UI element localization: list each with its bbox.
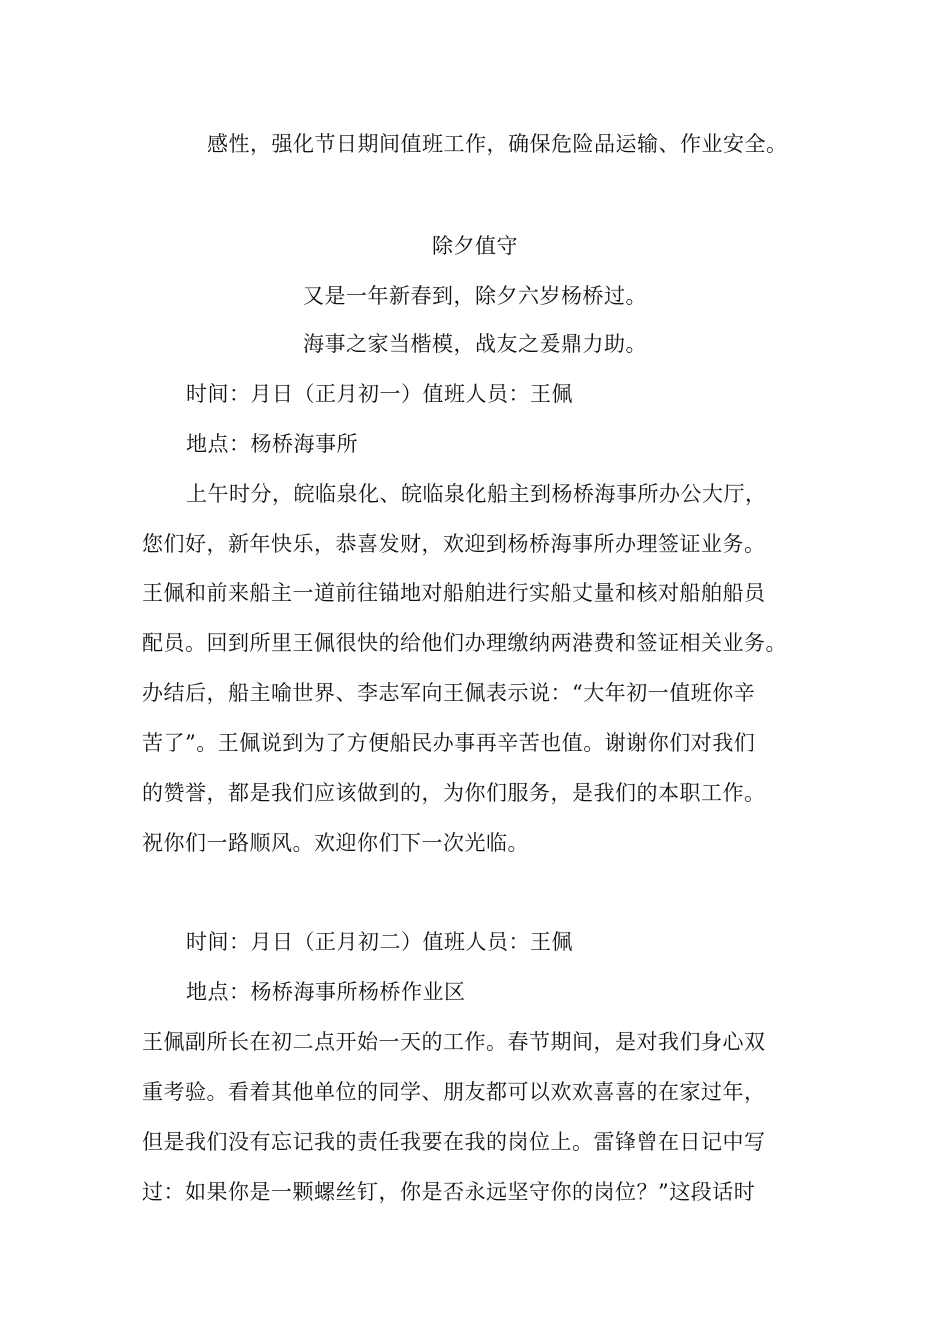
section1-place: 地点：杨桥海事所: [186, 432, 358, 456]
paragraph-line: 重考验。看着其他单位的同学、朋友都可以欢欢喜喜的在家过年，: [142, 1080, 766, 1104]
paragraph-line: 的赞誉，都是我们应该做到的，为你们服务，是我们的本职工作。: [142, 781, 766, 805]
paragraph-line: 办结后，船主喻世界、李志军向王佩表示说：“大年初一值班你辛: [142, 681, 756, 705]
section2-place: 地点：杨桥海事所杨桥作业区: [186, 980, 466, 1004]
poem-title: 除夕值守: [432, 234, 518, 258]
paragraph-line: 苦了”。王佩说到为了方便船民办事再辛苦也值。谢谢你们对我们: [142, 731, 756, 755]
paragraph-line: 但是我们没有忘记我的责任我要在我的岗位上。雷锋曾在日记中写: [142, 1130, 766, 1154]
poem-line: 海事之家当楷模，战友之爰鼎力助。: [303, 332, 647, 356]
paragraph-line: 过：如果你是一颗螺丝钉，你是否永远坚守你的岗位？”这段话时: [142, 1180, 756, 1204]
section1-time: 时间：月日（正月初一）值班人员：王佩: [186, 382, 573, 406]
paragraph-line: 祝你们一路顺风。欢迎你们下一次光临。: [142, 831, 529, 855]
paragraph-line: 王佩和前来船主一道前往锚地对船舶进行实船丈量和核对船舶船员: [142, 581, 766, 605]
paragraph-line: 王佩副所长在初二点开始一天的工作。春节期间，是对我们身心双: [142, 1030, 766, 1054]
section2-time: 时间：月日（正月初二）值班人员：王佩: [186, 930, 573, 954]
paragraph-line: 上午时分，皖临泉化、皖临泉化船主到杨桥海事所办公大厅，: [186, 482, 767, 506]
paragraph-line: 您们好，新年快乐，恭喜发财，欢迎到杨桥海事所办理签证业务。: [142, 532, 766, 556]
paragraph-line: 配员。回到所里王佩很快的给他们办理缴纳两港费和签证相关业务。: [142, 631, 787, 655]
intro-line: 感性，强化节日期间值班工作，确保危险品运输、作业安全。: [207, 132, 788, 156]
poem-line: 又是一年新春到，除夕六岁杨桥过。: [303, 284, 647, 308]
